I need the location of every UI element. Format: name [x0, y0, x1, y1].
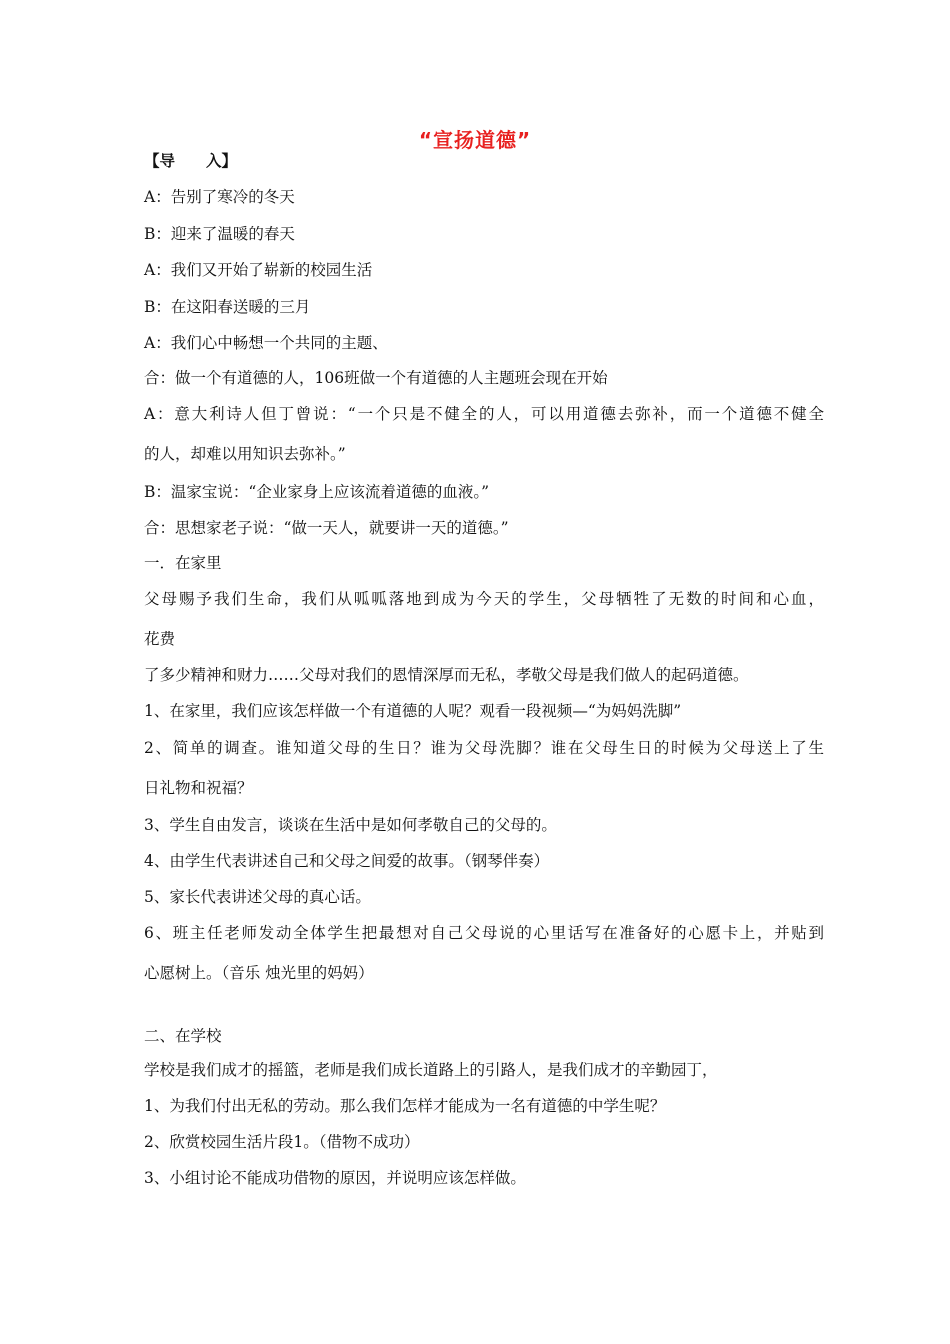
dialogue-line: 合：思想家老子说：“做一天人，就要讲一天的道德。” [144, 519, 509, 537]
list-item: 2、欣赏校园生活片段1。（借物不成功） [144, 1133, 420, 1151]
dialogue-line: A：告别了寒冷的冬天 [144, 188, 295, 206]
dialogue-line: A：意大利诗人但丁曾说：“一个只是不健全的人，可以用道德去弥补，而一个道德不健全 [144, 405, 824, 423]
dialogue-line: 的人，却难以用知识去弥补。” [144, 445, 346, 463]
list-item: 日礼物和祝福？ [144, 779, 253, 797]
list-item: 1、在家里，我们应该怎样做一个有道德的人呢？观看一段视频—“为妈妈洗脚” [144, 702, 682, 720]
list-item: 6、班主任老师发动全体学生把最想对自己父母说的心里话写在准备好的心愿卡上，并贴到 [144, 924, 824, 942]
list-item: 2、简单的调查。谁知道父母的生日？谁为父母洗脚？谁在父母生日的时候为父母送上了生 [144, 739, 824, 757]
paragraph-line: 了多少精神和财力……父母对我们的恩情深厚而无私，孝敬父母是我们做人的起码道德。 [144, 666, 749, 684]
dialogue-line: 合：做一个有道德的人，106班做一个有道德的人主题班会现在开始 [144, 369, 608, 387]
section-heading-intro: 【导 入】 [144, 152, 238, 170]
document-title: “宣扬道德” [418, 128, 532, 152]
dialogue-line: A：我们又开始了崭新的校园生活 [144, 261, 373, 279]
list-item: 5、家长代表讲述父母的真心话。 [144, 888, 371, 906]
list-item: 3、学生自由发言，谈谈在生活中是如何孝敬自己的父母的。 [144, 816, 557, 834]
dialogue-line: A：我们心中畅想一个共同的主题、 [144, 334, 388, 352]
section-heading-school: 二、在学校 [144, 1027, 222, 1045]
list-item: 3、小组讨论不能成功借物的原因，并说明应该怎样做。 [144, 1169, 526, 1187]
dialogue-line: B：温家宝说：“企业家身上应该流着道德的血液。” [144, 483, 489, 501]
paragraph-line: 学校是我们成才的摇篮，老师是我们成长道路上的引路人，是我们成才的辛勤园丁， [144, 1061, 718, 1079]
dialogue-line: B：在这阳春送暖的三月 [144, 298, 311, 316]
paragraph-line: 花费 [144, 630, 176, 648]
paragraph-line: 父母赐予我们生命，我们从呱呱落地到成为今天的学生，父母牺牲了无数的时间和心血， [144, 590, 824, 608]
list-item: 1、为我们付出无私的劳动。那么我们怎样才能成为一名有道德的中学生呢？ [144, 1097, 666, 1115]
list-item: 4、由学生代表讲述自己和父母之间爱的故事。（钢琴伴奏） [144, 852, 550, 870]
dialogue-line: B：迎来了温暖的春天 [144, 225, 295, 243]
list-item: 心愿树上。（音乐 烛光里的妈妈） [144, 964, 374, 982]
section-heading-home: 一．在家里 [144, 554, 222, 572]
